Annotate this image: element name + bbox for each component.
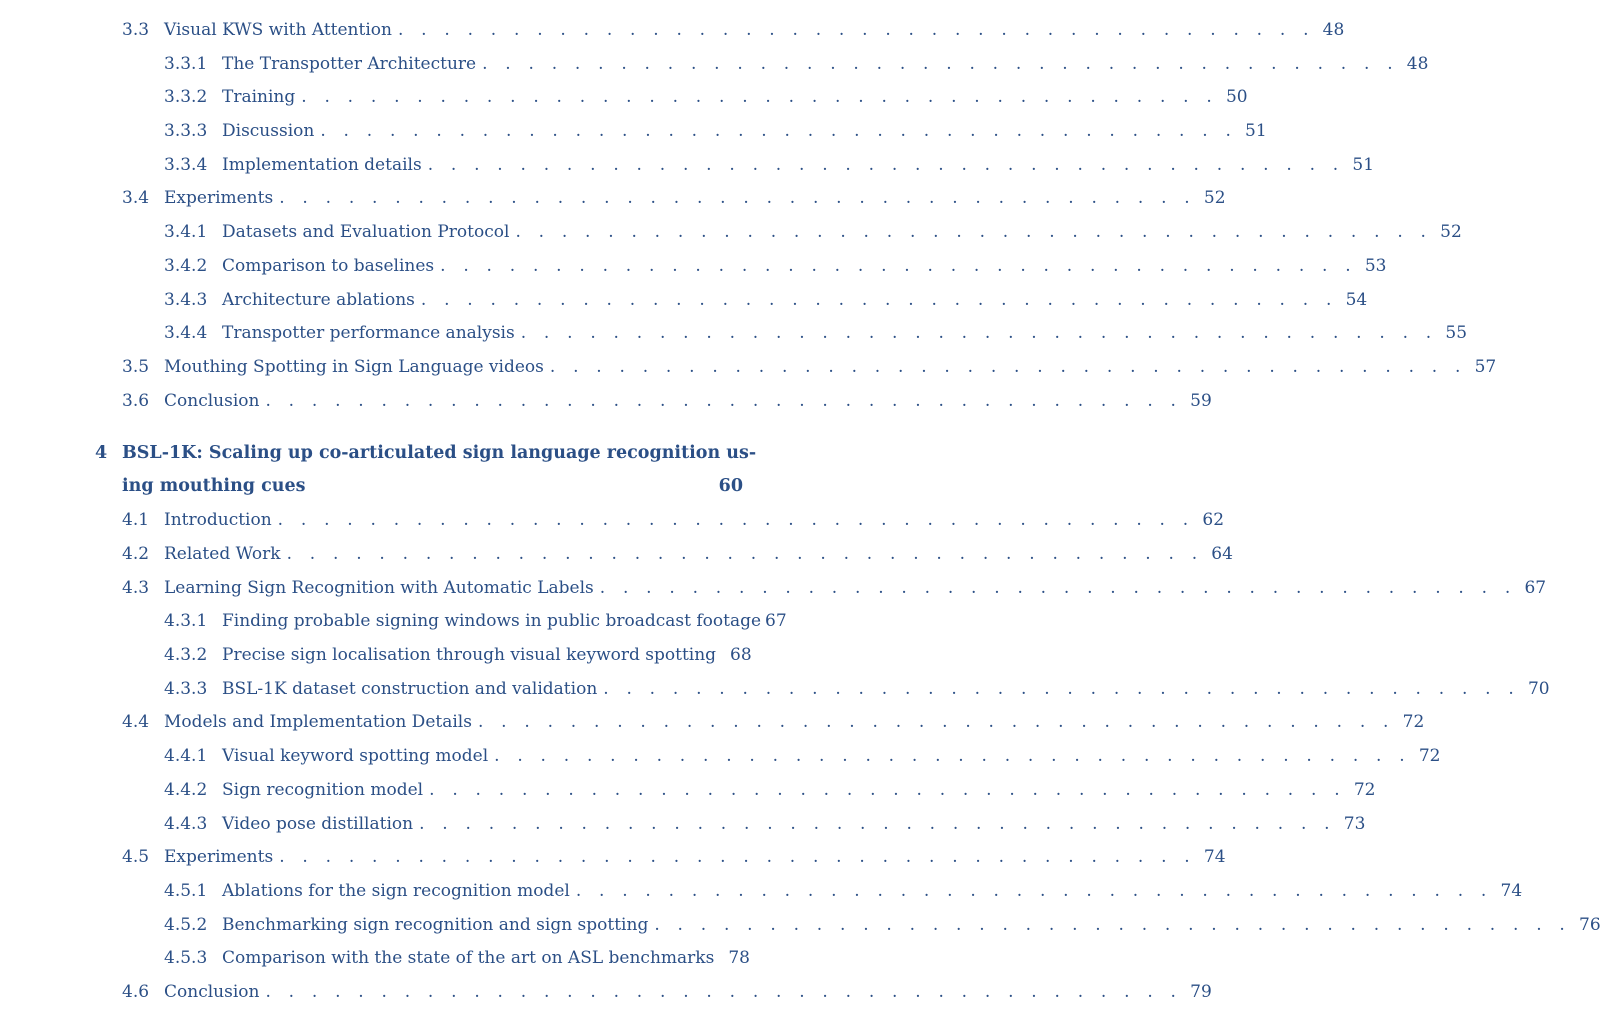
section-number: 4.3.3 bbox=[164, 679, 208, 699]
dot-leader: . . . . . . . . . . . . . . . . . . . . . . . . . . . . . . . . . . . . . . . . bbox=[515, 222, 1433, 242]
toc-entry[interactable] bbox=[164, 610, 787, 632]
page-number: 59 bbox=[1190, 391, 1212, 411]
section-number: 4.3.2 bbox=[164, 645, 208, 665]
section-number: 3.5 bbox=[122, 357, 150, 377]
page-number: 67 bbox=[765, 611, 787, 631]
section-number: 3.4.1 bbox=[164, 222, 208, 242]
page-number: 67 bbox=[1524, 578, 1547, 598]
section-number: 4.4.3 bbox=[164, 814, 208, 834]
page-number: 52 bbox=[1203, 188, 1226, 208]
page-number: 62 bbox=[1202, 510, 1225, 530]
section-title: BSL-1K dataset construction and validation bbox=[222, 679, 598, 699]
dot-leader: . . . . . . . . . . . . . . . . . . . . . . . . . . . . . . . . . . . . . . . . bbox=[419, 814, 1336, 834]
toc-entry[interactable] bbox=[164, 154, 1375, 176]
dot-leader: . . . . . . . . . . . . . . . . . . . . . . . . . . . . . . . . . . . . . . . . bbox=[654, 915, 1572, 935]
section-title: Architecture ablations bbox=[222, 290, 415, 310]
dot-leader: . . . . . . . . . . . . . . . . . . . . . . . . . . . . . . . . . . . . . . . . bbox=[520, 323, 1438, 343]
toc-entry[interactable] bbox=[122, 356, 1497, 378]
page-number: 64 bbox=[1211, 544, 1233, 564]
section-title: The Transpotter Architecture bbox=[222, 54, 477, 74]
toc-entry[interactable] bbox=[164, 322, 1468, 344]
section-title: Learning Sign Recognition with Automatic Labels bbox=[164, 578, 594, 598]
section-title: Sign recognition model bbox=[222, 780, 424, 800]
page-number: 68 bbox=[730, 645, 752, 665]
page-number: 50 bbox=[1225, 87, 1248, 107]
section-title: Ablations for the sign recognition model bbox=[222, 881, 570, 901]
toc-entry[interactable] bbox=[122, 846, 1226, 868]
toc-entry[interactable] bbox=[122, 543, 1233, 565]
page-number: 54 bbox=[1345, 290, 1368, 310]
section-title: Conclusion bbox=[164, 982, 260, 1002]
page-number: 57 bbox=[1474, 357, 1497, 377]
chapter-page-number: 60 bbox=[718, 476, 743, 496]
page-number: 53 bbox=[1364, 256, 1387, 276]
toc-entry[interactable] bbox=[122, 390, 1212, 412]
dot-leader: . . . . . . . . . . . . . . . . . . . . . . . . . . . . . . . . . . . . . . . . bbox=[427, 155, 1345, 175]
section-title: Video pose distillation bbox=[222, 814, 414, 834]
section-number: 4.5.3 bbox=[164, 948, 208, 968]
dot-leader: . . . . . . . . . . . . . . . . . . . . . . . . . . . . . . . . . . . . . . . . bbox=[549, 357, 1467, 377]
dot-leader: . . . . . . . . . . . . . . . . . . . . . . . . . . . . . . . . . . . . . . . . bbox=[265, 391, 1183, 411]
section-number: 3.4.4 bbox=[164, 323, 208, 343]
toc-entry[interactable] bbox=[164, 255, 1387, 277]
page-number: 55 bbox=[1445, 323, 1468, 343]
toc-entry[interactable] bbox=[164, 86, 1248, 108]
toc-entry[interactable] bbox=[164, 289, 1368, 311]
page-number: 74 bbox=[1500, 881, 1523, 901]
page-number: 70 bbox=[1527, 679, 1550, 699]
toc-entry[interactable] bbox=[164, 221, 1462, 243]
section-number: 3.3.1 bbox=[164, 54, 208, 74]
page-number: 73 bbox=[1343, 814, 1366, 834]
section-number: 4.4.1 bbox=[164, 746, 208, 766]
dot-leader: . . . . . . . . . . . . . . . . . . . . . . . . . . . . . . . . . . . . . . . . bbox=[429, 780, 1346, 800]
dot-leader: . . . . . . . . . . . . . . . . . . . . . . . . . . . . . . . . . . . . . . . . bbox=[477, 712, 1395, 732]
dot-leader: . . . . . . . . . . . . . . . . . . . . . . . . . . . . . . . . . . . . . . . . bbox=[301, 87, 1218, 107]
section-title: Related Work bbox=[164, 544, 281, 564]
dot-leader: . . . . . . . . . . . . . . . . . . . . . . . . . . . . . . . . . . . . . . . . bbox=[482, 54, 1399, 74]
page-number: 74 bbox=[1203, 847, 1226, 867]
toc-entry[interactable] bbox=[164, 678, 1550, 700]
page-number: 48 bbox=[1406, 54, 1429, 74]
dot-leader: . . . . . . . . . . . . . . . . . . . . . . . . . . . . . . . . . . . . . . . . bbox=[599, 578, 1517, 598]
section-number: 4.5 bbox=[122, 847, 150, 867]
section-title: Experiments bbox=[164, 847, 274, 867]
toc-entry[interactable] bbox=[164, 745, 1441, 767]
section-number: 4.3.1 bbox=[164, 611, 208, 631]
page-number: 51 bbox=[1245, 121, 1267, 141]
section-title: Visual KWS with Attention bbox=[164, 20, 392, 40]
section-title: Discussion bbox=[222, 121, 315, 141]
section-number: 4.5.1 bbox=[164, 881, 208, 901]
section-number: 3.3 bbox=[122, 20, 150, 40]
page-number: 76 bbox=[1579, 915, 1601, 935]
toc-entry[interactable] bbox=[122, 509, 1225, 531]
chapter-entry[interactable] bbox=[95, 442, 757, 464]
toc-entry[interactable] bbox=[164, 644, 752, 666]
section-number: 4.1 bbox=[122, 510, 150, 530]
section-title: Experiments bbox=[164, 188, 274, 208]
section-title: Training bbox=[222, 87, 296, 107]
dot-leader: . . . . . . . . . . . . . . . . . . . . . . . . . . . . . . . . . . . . . . . . bbox=[575, 881, 1493, 901]
section-title: Datasets and Evaluation Protocol bbox=[222, 222, 510, 242]
dot-leader: . . . . . . . . . . . . . . . . . . . . . . . . . . . . . . . . . . . . . . . . bbox=[279, 847, 1196, 867]
section-title: Visual keyword spotting model bbox=[222, 746, 489, 766]
toc-entry[interactable] bbox=[164, 880, 1523, 902]
section-number: 3.3.4 bbox=[164, 155, 208, 175]
toc-entry[interactable] bbox=[164, 813, 1366, 835]
toc-entry[interactable] bbox=[164, 53, 1429, 75]
section-number: 3.4 bbox=[122, 188, 150, 208]
page-number: 48 bbox=[1322, 20, 1345, 40]
chapter-number: 4 bbox=[95, 443, 108, 463]
section-number: 4.3 bbox=[122, 578, 150, 598]
section-title: Mouthing Spotting in Sign Language videos bbox=[164, 357, 544, 377]
section-number: 3.4.2 bbox=[164, 256, 208, 276]
toc-entry[interactable] bbox=[122, 187, 1226, 209]
toc-entry[interactable] bbox=[122, 19, 1345, 41]
page-number: 52 bbox=[1440, 222, 1462, 242]
section-number: 4.5.2 bbox=[164, 915, 208, 935]
section-title: Introduction bbox=[164, 510, 272, 530]
section-title: Comparison with the state of the art on ASL benchmarks bbox=[222, 948, 715, 968]
section-number: 3.4.3 bbox=[164, 290, 208, 310]
section-number: 3.3.2 bbox=[164, 87, 208, 107]
chapter-entry-continued[interactable] bbox=[122, 475, 743, 497]
dot-leader: . . . . . . . . . . . . . . . . . . . . . . . . . . . . . . . . . . . . . . . . bbox=[603, 679, 1520, 699]
section-title: Benchmarking sign recognition and sign spotting bbox=[222, 915, 649, 935]
dot-leader: . . . . . . . . . . . . . . . . . . . . . . . . . . . . . . . . . . . . . . . . bbox=[286, 544, 1204, 564]
dot-leader: . . . . . . . . . . . . . . . . . . . . . . . . . . . . . . . . . . . . . . . . bbox=[279, 188, 1196, 208]
section-title: Implementation details bbox=[222, 155, 422, 175]
chapter-title-line1: BSL-1K: Scaling up co-articulated sign language recognition us- bbox=[122, 443, 757, 463]
page-number: 72 bbox=[1353, 780, 1376, 800]
section-title: Finding probable signing windows in public broadcast footage bbox=[222, 611, 762, 631]
dot-leader: . . . . . . . . . . . . . . . . . . . . . . . . . . . . . . . . . . . . . . . . bbox=[277, 510, 1195, 530]
dot-leader: . . . . . . . . . . . . . . . . . . . . . . . . . . . . . . . . . . . . . . . . bbox=[265, 982, 1183, 1002]
toc-entry[interactable] bbox=[164, 947, 750, 969]
dot-leader: . . . . . . . . . . . . . . . . . . . . . . . . . . . . . . . . . . . . . . . . bbox=[440, 256, 1357, 276]
page-number: 78 bbox=[728, 948, 750, 968]
toc-entry[interactable] bbox=[122, 711, 1425, 733]
toc-entry[interactable] bbox=[164, 779, 1376, 801]
dot-leader: . . . . . . . . . . . . . . . . . . . . . . . . . . . . . . . . . . . . . . . . bbox=[320, 121, 1238, 141]
section-number: 4.6 bbox=[122, 982, 150, 1002]
dot-leader: . . . . . . . . . . . . . . . . . . . . . . . . . . . . . . . . . . . . . . . . bbox=[397, 20, 1315, 40]
section-title: Conclusion bbox=[164, 391, 260, 411]
toc-entry[interactable] bbox=[164, 914, 1601, 936]
page-number: 72 bbox=[1418, 746, 1441, 766]
toc-entry[interactable] bbox=[164, 120, 1267, 142]
section-number: 4.2 bbox=[122, 544, 150, 564]
page-number: 79 bbox=[1190, 982, 1212, 1002]
dot-leader: . . . . . . . . . . . . . . . . . . . . . . . . . . . . . . . . . . . . . . . . bbox=[494, 746, 1411, 766]
chapter-title-line2: ing mouthing cues bbox=[122, 476, 306, 496]
section-number: 3.3.3 bbox=[164, 121, 208, 141]
page-number: 72 bbox=[1402, 712, 1425, 732]
page-number: 51 bbox=[1352, 155, 1375, 175]
section-title: Transpotter performance analysis bbox=[222, 323, 515, 343]
section-number: 4.4 bbox=[122, 712, 150, 732]
section-number: 4.4.2 bbox=[164, 780, 208, 800]
toc-entry[interactable] bbox=[122, 577, 1547, 599]
section-title: Precise sign localisation through visual keyword spotting bbox=[222, 645, 717, 665]
dot-leader: . . . . . . . . . . . . . . . . . . . . . . . . . . . . . . . . . . . . . . . . bbox=[420, 290, 1338, 310]
toc-entry[interactable] bbox=[122, 981, 1212, 1003]
section-number: 3.6 bbox=[122, 391, 150, 411]
section-title: Models and Implementation Details bbox=[164, 712, 472, 732]
section-title: Comparison to baselines bbox=[222, 256, 435, 276]
